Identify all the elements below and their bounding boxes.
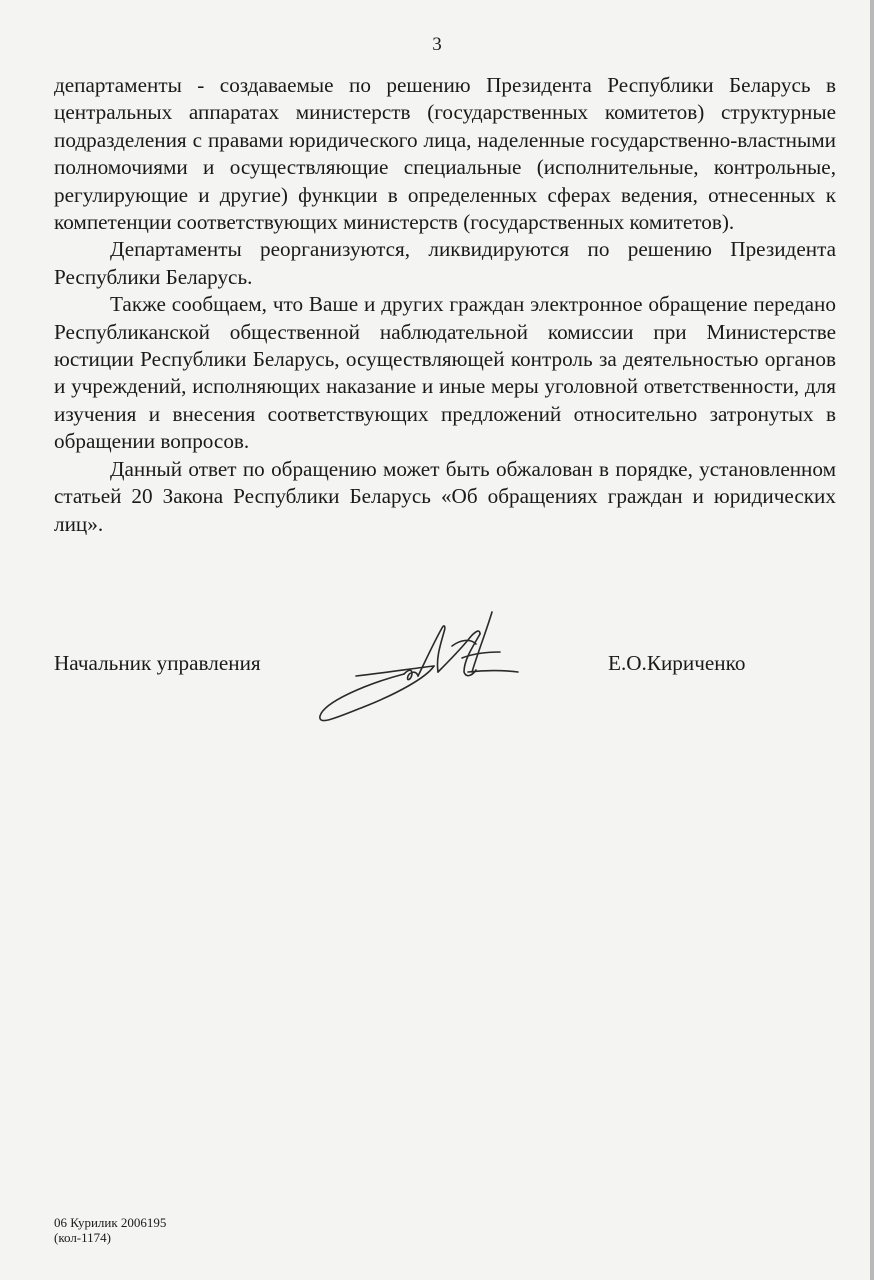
paragraph-departments-definition: департаменты - создаваемые по решению Президента Республики Беларусь в центральных аппаратах министерств (государственных комитетов) структурные подразделения с правами юридического лица, наделенные государственно-властными полномочиями и осуществляющие специальные (исполнительные, контрольные, регулирующие и другие) функции в определенных сферах ведения, отнесенных к компетенции соответствующих министерств (государственных комитетов).	[54, 73, 836, 235]
page-number: 3	[432, 34, 442, 55]
handwritten-signature	[296, 598, 536, 748]
executor-line: 06 Курилик 2006195	[54, 1215, 167, 1230]
signatory-name: Е.О.Кириченко	[608, 651, 746, 675]
paragraph-departments-reorganization: Департаменты реорганизуются, ликвидируются по решению Президента Республики Беларусь.	[54, 237, 836, 289]
paragraph-appeal-forwarded: Также сообщаем, что Ваше и других граждан электронное обращение передано Республиканской общественной наблюдательной комиссии при Министерстве юстиции Республики Беларусь, осуществляющей контроль за деятельностью органов и учреждений, исполняющих наказание и иные меры уголовной ответственности, для изучения и внесения соответствующих предложений относительно затронутых в обращении вопросов.	[54, 292, 836, 454]
executor-note	[54, 1215, 166, 1245]
scan-edge-shadow	[870, 0, 874, 1280]
letter-body	[54, 72, 836, 538]
paragraph-appeal-rights: Данный ответ по обращению может быть обжалован в порядке, установленном статьей 20 Закона Республики Беларусь «Об обращениях граждан и юридических лиц».	[54, 456, 836, 536]
executor-phone-line: (кол-1174)	[54, 1230, 111, 1245]
signatory-position: Начальник управления	[54, 651, 261, 675]
